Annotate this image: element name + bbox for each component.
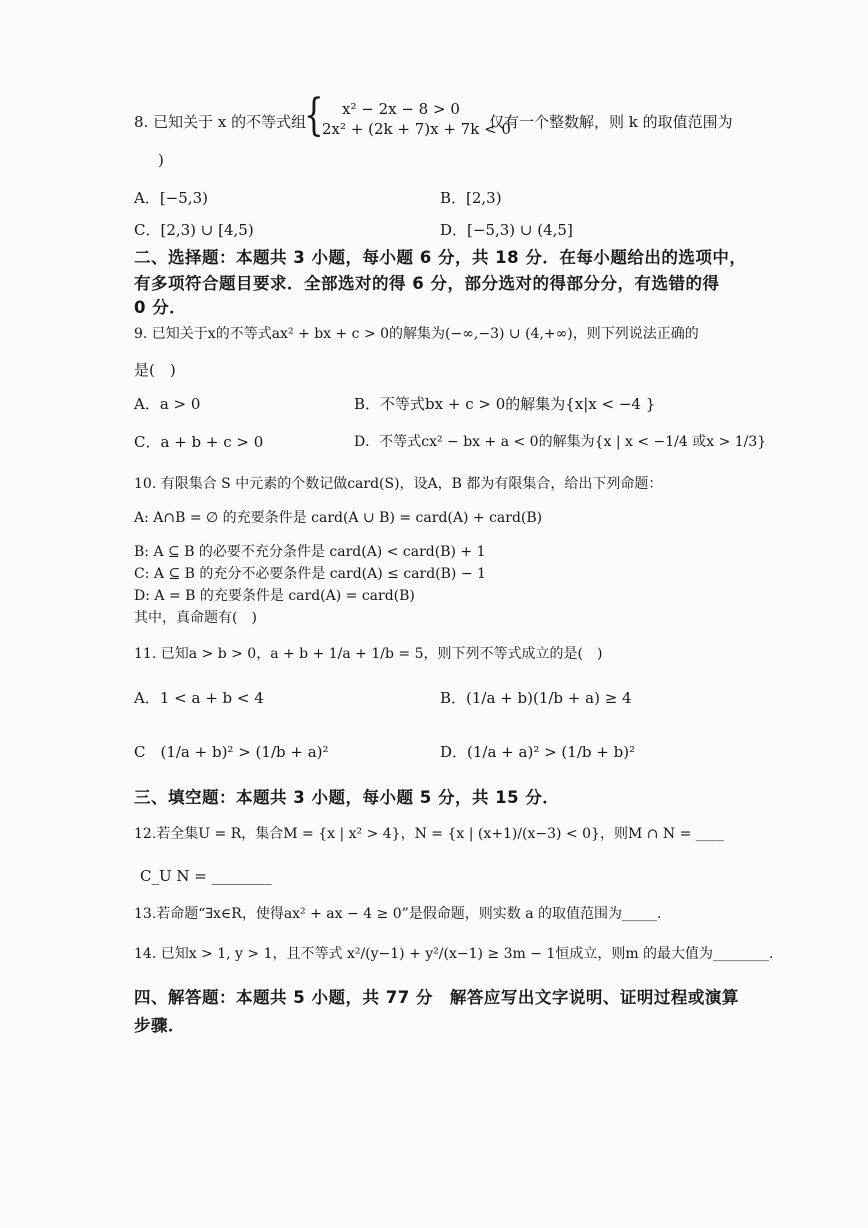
q11-option-c: C (1/a + b)² > (1/b + a)²	[134, 743, 329, 761]
q8-option-a: A．[−5,3)	[134, 189, 208, 207]
q13-stem: 13.若命题“∃x∈R，使得ax² + ax − 4 ≥ 0”是假命题，则实数 a 的取值范围为_____.	[134, 906, 662, 922]
q8-brace: {	[304, 90, 324, 141]
q11-option-b: B．(1/a + b)(1/b + a) ≥ 4	[440, 689, 632, 707]
q9-stem-tail: 是( )	[134, 361, 176, 379]
q8-option-b: B．[2,3)	[440, 189, 502, 207]
q11-option-a: A．1 < a + b < 4	[134, 689, 264, 707]
q10-prop-c: C: A ⊆ B 的充分不必要条件是 card(A) ≤ card(B) − 1	[134, 566, 486, 582]
q12-line2: C_U N = ________	[140, 867, 272, 885]
q8-prefix: 8. 已知关于 x 的不等式组	[134, 113, 307, 131]
q8-ineq2: 2x² + (2k + 7)x + 7k < 0	[322, 120, 511, 138]
q9-option-b: B．不等式bx + c > 0的解集为{x|x < −4 }	[354, 395, 656, 413]
q8-option-d: D．[−5,3) ∪ (4,5]	[440, 221, 573, 239]
q9-stem: 9. 已知关于x的不等式ax² + bx + c > 0的解集为(−∞,−3) ∪ (4,+∞)，则下列说法正确的	[134, 326, 699, 342]
section4-line1: 四、解答题：本题共 5 小题，共 77 分 解答应写出文字说明、证明过程或演算	[134, 988, 739, 1007]
q8-suffix: 仅有一个整数解，则 k 的取值范围为	[489, 113, 733, 131]
q10-prop-a: A: A∩B = ∅ 的充要条件是 card(A ∪ B) = card(A) + card(B)	[134, 510, 543, 526]
section4-line2: 步骤．	[134, 1016, 185, 1035]
section2-line3: 0 分．	[134, 298, 187, 317]
q10-prop-d: D: A = B 的充要条件是 card(A) = card(B)	[134, 588, 415, 604]
q10-tail: 其中，真命题有( )	[134, 610, 257, 626]
q9-option-a: A．a > 0	[134, 395, 201, 413]
q12-stem: 12.若全集U = R，集合M = {x | x² > 4}，N = {x | (x+1)/(x−3) < 0}，则M ∩ N = ____	[134, 826, 724, 842]
q11-stem: 11. 已知a > b > 0，a + b + 1/a + 1/b = 5，则下列不等式成立的是( )	[134, 646, 603, 662]
q8-ineq1: x² − 2x − 8 > 0	[342, 100, 460, 118]
q9-option-d: D．不等式cx² − bx + a < 0的解集为{x | x < −1/4 或x > 1/3}	[354, 434, 767, 450]
q9-option-c: C．a + b + c > 0	[134, 433, 264, 451]
q8-option-c: C．[2,3) ∪ [4,5)	[134, 221, 254, 239]
section3-line1: 三、填空题：本题共 3 小题，每小题 5 分，共 15 分．	[134, 788, 560, 807]
q11-option-d: D．(1/a + a)² > (1/b + b)²	[440, 743, 636, 761]
q10-prop-b: B: A ⊆ B 的必要不充分条件是 card(A) < card(B) + 1	[134, 544, 486, 560]
section2-line2: 有多项符合题目要求．全部选对的得 6 分，部分选对的得部分分，有选错的得	[134, 274, 720, 293]
section2-line1: 二、选择题：本题共 3 小题，每小题 6 分，共 18 分．在每小题给出的选项中，	[134, 248, 747, 267]
q14-stem: 14. 已知x > 1, y > 1，且不等式 x²/(y−1) + y²/(x−1) ≥ 3m − 1恒成立，则m 的最大值为________.	[134, 946, 774, 962]
q8-paren: )	[158, 151, 164, 169]
q10-stem: 10. 有限集合 S 中元素的个数记做card(S)，设A，B 都为有限集合，给出下列命题：	[134, 476, 663, 492]
